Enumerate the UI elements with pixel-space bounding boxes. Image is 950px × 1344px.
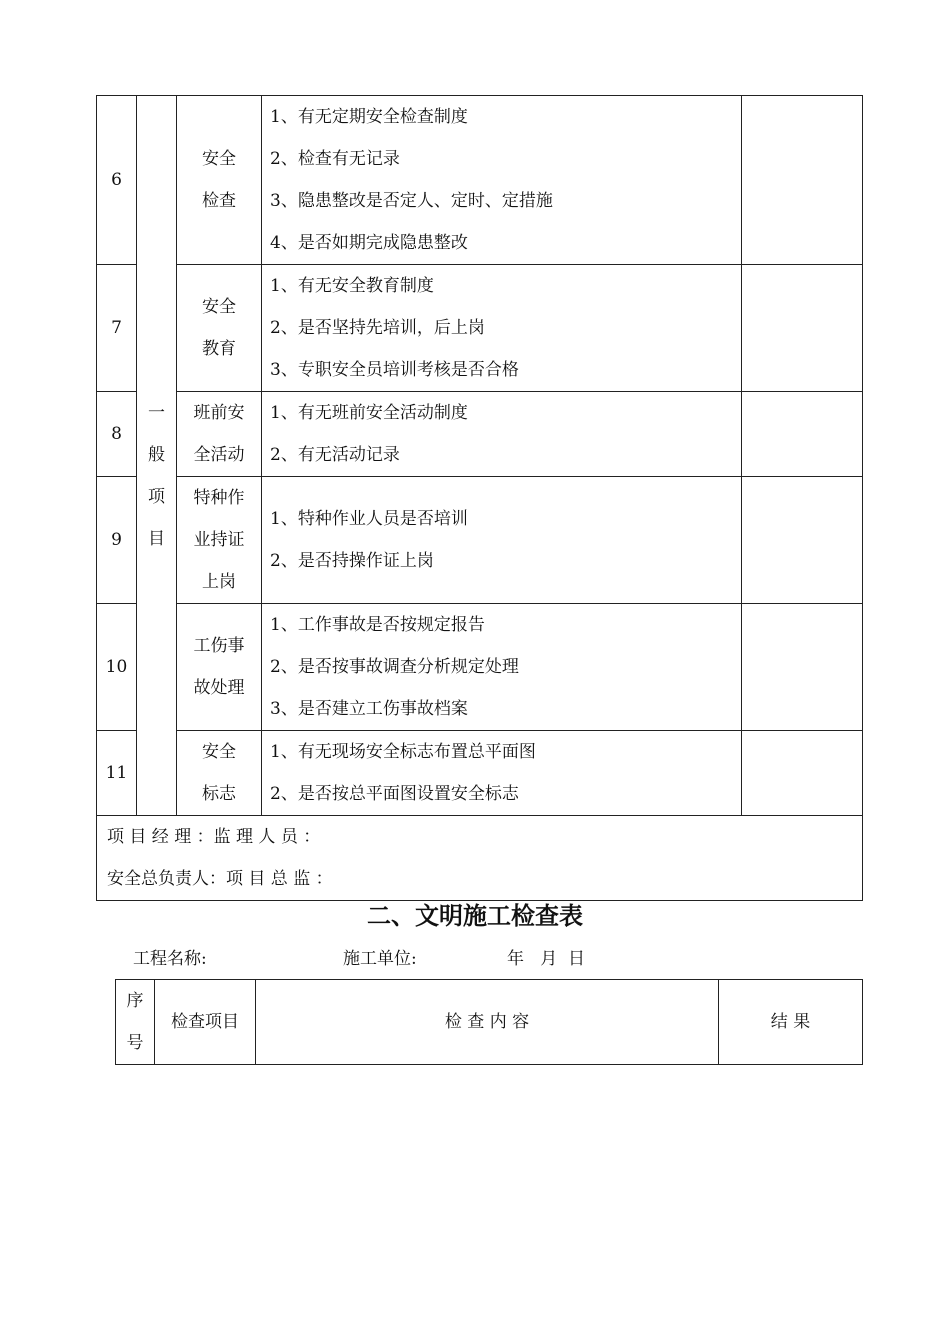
content-line: 2、是否按事故调查分析规定处理 (270, 657, 519, 677)
construction-unit-label: 施工单位: (343, 949, 417, 969)
header-result: 结 果 (719, 980, 863, 1065)
content-line: 1、特种作业人员是否培训 (270, 509, 468, 529)
content-line: 2、检查有无记录 (270, 149, 400, 169)
header-seq (116, 980, 155, 1065)
table-row (97, 477, 863, 604)
check-content (262, 477, 742, 604)
check-item-line: 安全 (202, 742, 236, 762)
row-number: 9 (97, 477, 137, 604)
project-name-label: 工程名称: (133, 949, 207, 969)
table-row (97, 96, 863, 265)
civilized-construction-table (115, 979, 863, 1065)
category-char: 般 (148, 445, 165, 465)
category-char: 项 (148, 487, 165, 507)
check-item (177, 604, 262, 731)
row-number: 11 (97, 731, 137, 816)
content-line: 2、有无活动记录 (270, 445, 400, 465)
check-item-line: 特种作 (193, 488, 245, 508)
content-line: 2、是否坚持先培训，后上岗 (270, 318, 485, 338)
result-cell[interactable] (742, 731, 863, 816)
check-item-line: 全活动 (193, 445, 245, 465)
check-item (177, 96, 262, 265)
check-content (262, 392, 742, 477)
result-cell[interactable] (742, 604, 863, 731)
check-item-line: 故处理 (193, 678, 245, 698)
check-item-line: 业持证 (193, 530, 245, 550)
date-label: 年 月 日 (507, 949, 586, 969)
content-line: 4、是否如期完成隐患整改 (270, 233, 468, 253)
signature-line-safety: 安全总负责人：项 目 总 监 ： (107, 869, 333, 889)
signature-line-manager: 项 目 经 理 ：监 理 人 员 ： (107, 827, 321, 847)
header-seq-char: 号 (126, 1033, 144, 1053)
check-item-line: 教育 (202, 339, 236, 359)
category-cell (137, 96, 177, 816)
check-item (177, 392, 262, 477)
check-item-line: 上岗 (202, 572, 236, 592)
content-line: 1、有无安全教育制度 (270, 276, 434, 296)
check-item (177, 265, 262, 392)
content-line: 2、是否持操作证上岗 (270, 551, 434, 571)
content-line: 3、隐患整改是否定人、定时、定措施 (270, 191, 553, 211)
section-title: 二、文明施工检查表 (367, 901, 583, 930)
table-row (97, 265, 863, 392)
check-item-line: 工伤事 (193, 636, 245, 656)
category-char: 目 (148, 529, 165, 549)
check-content (262, 96, 742, 265)
check-content (262, 604, 742, 731)
check-item-line: 安全 (202, 149, 236, 169)
check-item-line: 检查 (202, 191, 236, 211)
result-cell[interactable] (742, 392, 863, 477)
result-cell[interactable] (742, 265, 863, 392)
content-line: 1、有无现场安全标志布置总平面图 (270, 742, 536, 762)
check-content (262, 265, 742, 392)
content-line: 3、专职安全员培训考核是否合格 (270, 360, 519, 380)
header-check-content: 检 查 内 容 (256, 980, 719, 1065)
row-number: 7 (97, 265, 137, 392)
check-item (177, 731, 262, 816)
table-row (97, 604, 863, 731)
content-line: 1、有无定期安全检查制度 (270, 107, 468, 127)
check-item-line: 班前安 (193, 403, 245, 423)
signature-row (97, 816, 863, 901)
signature-cell (97, 816, 863, 901)
table-header-row (116, 980, 863, 1065)
header-check-item: 检查项目 (155, 980, 256, 1065)
row-number: 10 (97, 604, 137, 731)
content-line: 1、工作事故是否按规定报告 (270, 615, 485, 635)
table-row (97, 392, 863, 477)
result-cell[interactable] (742, 477, 863, 604)
category-char: 一 (148, 403, 165, 423)
safety-inspection-table (96, 95, 863, 901)
check-item (177, 477, 262, 604)
content-line: 2、是否按总平面图设置安全标志 (270, 784, 519, 804)
check-item-line: 标志 (202, 784, 236, 804)
check-content (262, 731, 742, 816)
result-cell[interactable] (742, 96, 863, 265)
row-number: 6 (97, 96, 137, 265)
table-row (97, 731, 863, 816)
content-line: 3、是否建立工伤事故档案 (270, 699, 468, 719)
header-seq-char: 序 (126, 991, 144, 1011)
check-item-line: 安全 (202, 297, 236, 317)
row-number: 8 (97, 392, 137, 477)
content-line: 1、有无班前安全活动制度 (270, 403, 468, 423)
